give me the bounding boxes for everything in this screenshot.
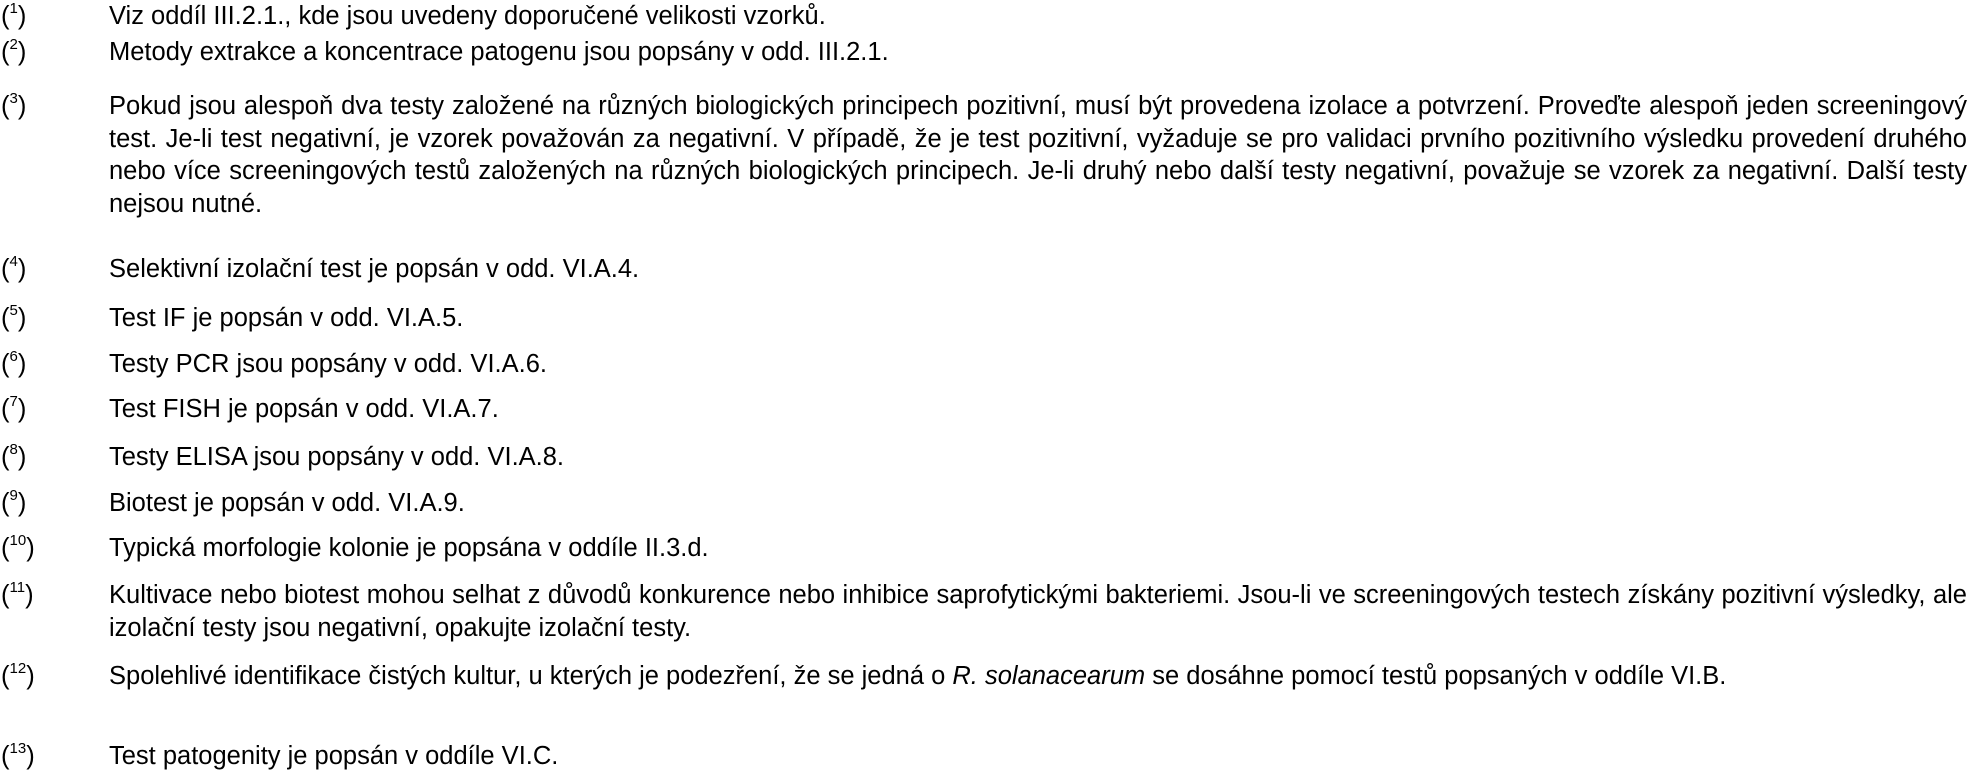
footnote-number: ($^{13}$) [1,739,35,770]
footnote-number: ($^3$) [1,89,27,120]
footnote-number: ($^4$) [1,252,27,283]
footnote-number: ($^{10}$) [1,531,35,562]
footnote-text: Testy PCR jsou popsány v odd. VI.A.6. [109,350,547,378]
footnote-text [109,660,1967,693]
footnote-text: Pokud jsou alespoň dva testy založené na různých biologických principech pozitivní, musí být provedena izolace a potvrzení. Proveďte alespoň jeden screeningový test. Je-li test negativní, je vzorek považován za negativní. V případě, že je test pozitivní, vyžaduje se pro validaci prvního pozitivního výsledku provedení druhého nebo více screeningových testů založených na různých biologických principech. Je-li druhý nebo další testy negativní, považuje se vzorek za negativní. Další testy nejsou nutné. [109,92,1967,218]
footnote-text: Selektivní izolační test je popsán v odd. VI.A.4. [109,255,640,283]
footnote-text: Metody extrakce a koncentrace patogenu jsou popsány v odd. III.2.1. [109,38,889,66]
footnote-number: ($^5$) [1,301,27,332]
footnote-text: Test patogenity je popsán v oddíle VI.C. [109,742,559,770]
footnote-number: ($^2$) [1,35,27,66]
footnote-text: Test FISH je popsán v odd. VI.A.7. [109,395,499,423]
footnote-number: ($^7$) [1,392,27,423]
footnote-number: ($^6$) [1,347,27,378]
footnote-number: ($^8$) [1,440,27,471]
footnote-number: ($^9$) [1,486,27,517]
footnote-text: Biotest je popsán v odd. VI.A.9. [109,489,465,517]
footnote-text: Test IF je popsán v odd. VI.A.5. [109,304,464,332]
footnote-number: ($^1$) [1,0,27,30]
footnote-text-part: Spolehlivé identifikace čistých kultur, u kterých je podezření, že se jedná o [109,662,953,690]
footnote-number: ($^{12}$) [1,659,35,690]
species-name: R. solanacearum [952,662,1146,690]
footnote-text: Testy ELISA jsou popsány v odd. VI.A.8. [109,443,565,471]
footnote-text: Typická morfologie kolonie je popsána v oddíle II.3.d. [109,534,709,562]
footnote-number: ($^{11}$) [1,578,34,609]
footnote-text-part: se dosáhne pomocí testů popsaných v oddíle VI.B. [1145,662,1727,690]
footnote-text: Kultivace nebo biotest mohou selhat z důvodů konkurence nebo inhibice saprofytickými bakteriemi. Jsou-li ve screeningových testech získány pozitivní výsledky, ale izolační testy jsou negativní, opakujte izolační testy. [109,581,1967,642]
footnote-text: Viz oddíl III.2.1., kde jsou uvedeny doporučené velikosti vzorků. [109,2,826,30]
